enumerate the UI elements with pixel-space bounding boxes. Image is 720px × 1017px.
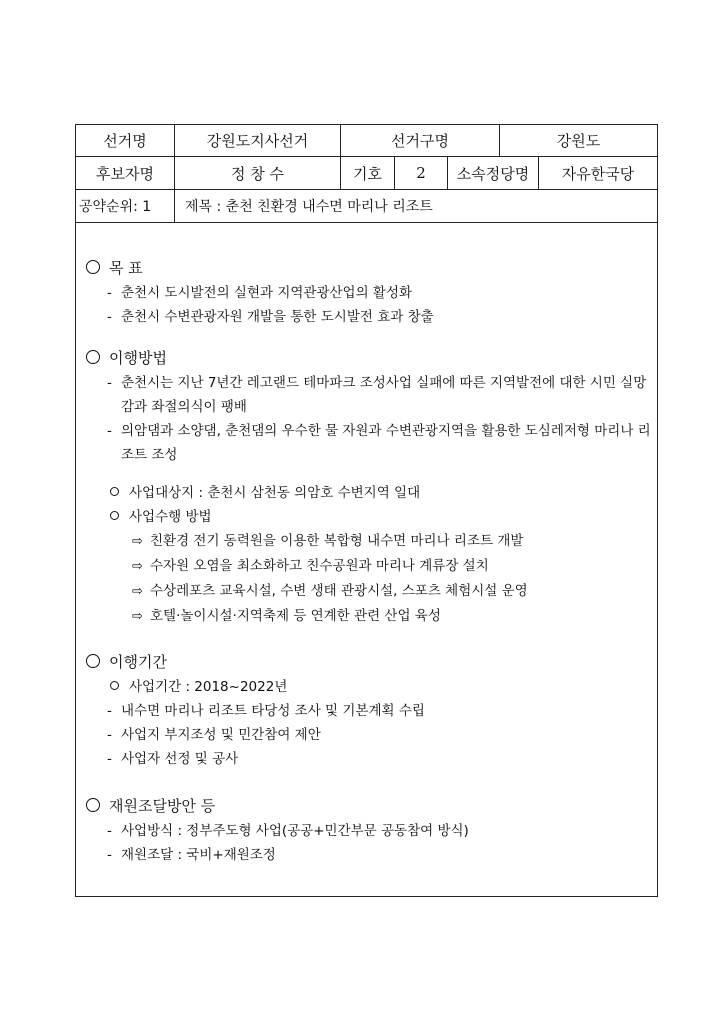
arrow-right-icon: ⇨ [132, 609, 143, 624]
ring-bullet-icon [110, 681, 119, 690]
section-method [76, 345, 657, 629]
section-funding [76, 793, 657, 867]
list-item: - 재원조달 : 국비+재원조정 [107, 847, 276, 863]
list-item: - 춘천시 수변관광자원 개발을 통한 도시발전 효과 창출 [107, 309, 434, 325]
circle-bullet-icon [86, 654, 100, 668]
pledge-sheet [75, 124, 658, 897]
site-item: 사업대상지 : 춘천시 삼천동 의암호 수변지역 일대 [76, 481, 657, 505]
list-item: - 춘천시 도시발전의 실현과 지역관광산업의 활성화 [107, 285, 413, 301]
header-row-candidate [76, 157, 657, 190]
list-item: - 사업자 선정 및 공사 [107, 751, 239, 767]
header-row-title [76, 190, 657, 223]
process-item: ⇨ 수상레포츠 교육시설, 수변 생태 관광시설, 스포츠 체험시설 운영 [76, 579, 657, 604]
arrow-right-icon: ⇨ [132, 534, 143, 549]
election-name-value: 강원도지사선거 [175, 125, 341, 156]
pledge-title: 제목 : 춘천 친환경 내수면 마리나 리조트 [185, 199, 433, 215]
election-name-label: 선거명 [76, 125, 175, 156]
process-item: ⇨ 수자원 오염을 최소화하고 친수공원과 마리나 계류장 설치 [76, 554, 657, 579]
pledge-order: 공약순위: 1 [76, 190, 175, 222]
party-value: 자유한국당 [561, 164, 635, 183]
list-item: - 춘천시는 지난 7년간 레고랜드 테마파크 조성사업 실패에 따른 지역발전에 대한 시민 실망감과 좌절의식이 팽배 [107, 375, 647, 415]
district-label: 선거구명 [341, 125, 500, 156]
number-label: 기호 [341, 157, 395, 189]
list-item: - 의암댐과 소양댐, 춘천댐의 우수한 물 자원과 수변관광지역을 활용한 도심레저형 마리나 리조트 조성 [107, 423, 651, 463]
arrow-right-icon: ⇨ [132, 559, 143, 574]
ring-bullet-icon [110, 511, 119, 520]
process-label: 사업수행 방법 [76, 505, 657, 529]
arrow-right-icon: ⇨ [132, 584, 143, 599]
circle-bullet-icon [86, 350, 100, 364]
header-row-election [76, 125, 657, 157]
section-goal [76, 255, 657, 329]
section-heading: 목 표 [76, 255, 657, 281]
ring-bullet-icon [110, 487, 119, 496]
candidate-label: 후보자명 [76, 157, 175, 189]
section-heading: 이행기간 [76, 649, 657, 675]
number-value: 2 [395, 157, 448, 189]
process-item: ⇨ 친환경 전기 동력원을 이용한 복합형 내수면 마리나 리조트 개발 [76, 529, 657, 554]
section-heading: 재원조달방안 등 [76, 793, 657, 819]
process-item: ⇨ 호텔·놀이시설·지역축제 등 연계한 관련 산업 육성 [76, 604, 657, 629]
party-label: 소속정당명 [448, 157, 539, 189]
district-value: 강원도 [556, 132, 601, 150]
section-period [76, 649, 657, 771]
section-heading: 이행방법 [76, 345, 657, 371]
circle-bullet-icon [86, 260, 100, 274]
pledge-body [76, 223, 657, 897]
list-item: - 내수면 마리나 리조트 타당성 조사 및 기본계획 수립 [107, 703, 425, 719]
list-item: - 사업방식 : 정부주도형 사업(공공+민간부문 공동참여 방식) [107, 823, 469, 839]
term-item: 사업기간 : 2018~2022년 [76, 675, 657, 699]
list-item: - 사업지 부지조성 및 민간참여 제안 [107, 727, 321, 743]
circle-bullet-icon [86, 798, 100, 812]
candidate-value: 정 창 수 [175, 157, 341, 189]
